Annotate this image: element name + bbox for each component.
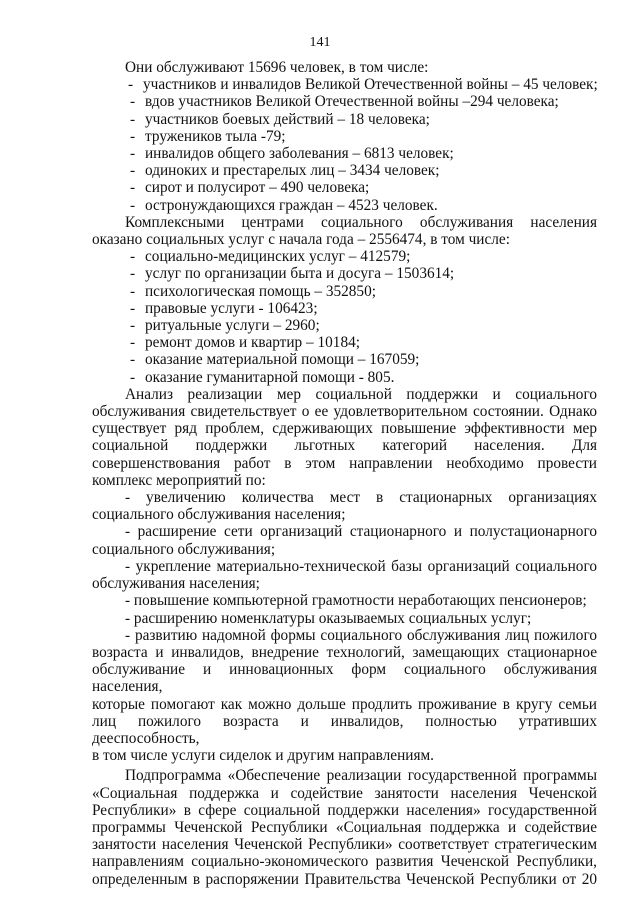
paragraph-line: существует ряд проблем, сдерживающих повышение эффективности мер xyxy=(92,420,597,438)
list-item: - тружеников тыла -79; xyxy=(130,127,286,145)
paragraph-line: социальной поддержки льготных категорий населения. Для xyxy=(92,437,597,455)
paragraph-line: Анализ реализации мер социальной поддержки и социального xyxy=(125,385,597,403)
measure-line: - расширение сети организаций стационарного и полустационарного xyxy=(125,523,597,541)
list-item: - ритуальные услуги – 2960; xyxy=(130,317,320,335)
measure-line: - увеличению количества мест в стационарных организациях xyxy=(125,489,597,507)
list-item: - социально-медицинских услуг – 412579; xyxy=(130,248,411,266)
paragraph-line: Республики» в сфере социальной поддержки населения» государственной xyxy=(92,801,597,819)
list-item: - участников боевых действий – 18 человека; xyxy=(130,110,430,128)
served-list xyxy=(92,76,597,214)
measure-line: социального обслуживания населения; xyxy=(92,506,346,524)
measure-line: - укрепление материально-технической базы организаций социального xyxy=(125,557,597,575)
measures-list xyxy=(92,489,597,764)
list-item: - ремонт домов и квартир – 10184; xyxy=(130,334,360,352)
list-item: - одиноких и престарелых лиц – 3434 человек; xyxy=(130,162,440,180)
paragraph-line: определенным в распоряжении Правительства Чеченской Республики от 20 xyxy=(92,870,597,888)
paragraph-line: обслуживания свидетельствует о ее удовлетворительном состоянии. Однако xyxy=(92,403,597,421)
subprogram-paragraph xyxy=(92,767,597,887)
page-number: 141 xyxy=(309,35,331,50)
list-item: - правовые услуги - 106423; xyxy=(130,299,318,317)
document-body xyxy=(92,59,597,888)
paragraph-line: занятости населения Чеченской Республики» соответствует стратегическим xyxy=(92,836,597,854)
measure-line: - повышение компьютерной грамотности неработающих пенсионеров; xyxy=(125,592,587,610)
measure-line: обслуживания населения; xyxy=(92,575,260,593)
measure-line: лиц пожилого возраста и инвалидов, полностью утративших дееспособность, xyxy=(92,712,597,747)
measure-line: обслуживание и инновационных форм социального обслуживания населения, xyxy=(92,661,597,696)
measure-line: в том числе услуги сиделок и другим направлениям. xyxy=(92,747,435,765)
list-item: - оказание гуманитарной помощи - 805. xyxy=(130,368,395,386)
list-item: - услуг по организации быта и досуга – 1503614; xyxy=(130,265,455,283)
analysis-paragraph xyxy=(92,386,597,489)
measure-line: - развитию надомной формы социального обслуживания лиц пожилого xyxy=(125,626,597,644)
measure-line: которые помогают как можно дольше продлить проживание в кругу семьи xyxy=(92,695,597,713)
paragraph-line: комплекс мероприятий по: xyxy=(92,471,266,489)
list-item: - оказание материальной помощи – 167059; xyxy=(130,351,420,369)
list-item: - инвалидов общего заболевания – 6813 человек; xyxy=(130,145,454,163)
intro-line: Они обслуживают 15696 человек, в том числе: xyxy=(125,59,429,76)
paragraph-line: Подпрограмма «Обеспечение реализации государственной программы xyxy=(125,767,597,785)
list-item: - сирот и полусирот – 490 человека; xyxy=(130,179,370,197)
services-list xyxy=(92,248,597,386)
list-item: - вдов участников Великой Отечественной войны –294 человека; xyxy=(130,93,559,111)
services-paragraph-line: Комплексными центрами социального обслуживания населения xyxy=(125,213,597,231)
measure-line: социального обслуживания; xyxy=(92,540,276,558)
paragraph-line: «Социальная поддержка и содействие занятости населения Чеченской xyxy=(92,784,597,802)
list-item: - участников и инвалидов Великой Отечественной войны – 45 человек; xyxy=(128,76,598,94)
services-paragraph-line: оказано социальных услуг с начала года – 2556474, в том числе: xyxy=(92,231,510,249)
list-item: - психологическая помощь – 352850; xyxy=(130,282,376,300)
measure-line: возраста и инвалидов, внедрение технологий, замещающих стационарное xyxy=(92,643,597,661)
paragraph-line: совершенствования работ в этом направлении необходимо провести xyxy=(92,454,597,472)
list-item: - остронуждающихся граждан – 4523 человек. xyxy=(130,196,438,214)
paragraph-line: направлениям социально-экономического развития Чеченской Республики, xyxy=(92,853,597,871)
measure-line: - расширению номенклатуры оказываемых социальных услуг; xyxy=(125,609,532,627)
paragraph-line: программы Чеченской Республики «Социальная поддержка и содействие xyxy=(92,818,597,836)
